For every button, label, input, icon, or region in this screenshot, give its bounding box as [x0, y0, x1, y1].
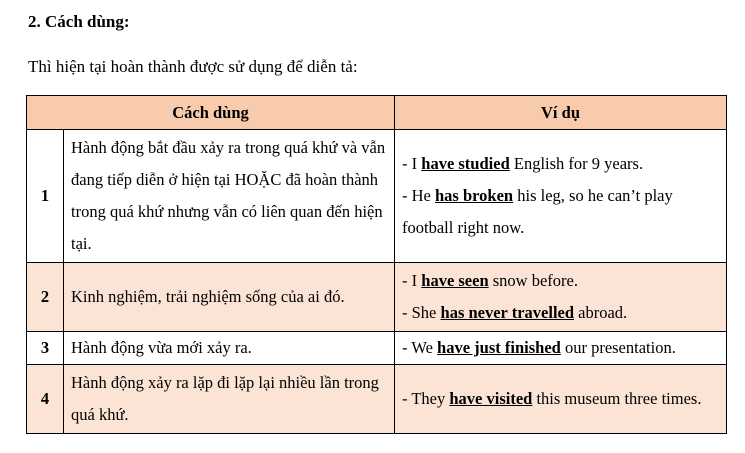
- example-verb: have just finished: [437, 338, 561, 357]
- usage-description: Kinh nghiệm, trải nghiệm sống của ai đó.: [64, 263, 395, 332]
- example-verb: has broken: [435, 186, 514, 205]
- usage-description: Hành động xảy ra lặp đi lặp lại nhiều lần trong quá khứ.: [64, 365, 395, 434]
- header-usage: Cách dùng: [27, 96, 395, 130]
- example-rest: this museum three times.: [532, 389, 702, 408]
- example-line: [402, 148, 720, 180]
- table-row: [27, 332, 727, 365]
- header-example: Ví dụ: [395, 96, 727, 130]
- example-line: [402, 297, 720, 329]
- example-cell: [395, 263, 727, 332]
- example-prefix: - I: [402, 154, 422, 173]
- row-number: 4: [27, 365, 64, 434]
- row-number: 3: [27, 332, 64, 365]
- example-prefix: - I: [402, 271, 422, 290]
- table-header-row: [27, 96, 727, 130]
- example-line: [402, 265, 720, 297]
- example-verb: have seen: [421, 271, 489, 290]
- table-row: [27, 263, 727, 332]
- example-verb: have studied: [421, 154, 510, 173]
- table-row: [27, 130, 727, 263]
- example-line: [402, 335, 720, 361]
- example-verb: have visited: [449, 389, 533, 408]
- example-prefix: - We: [402, 338, 438, 357]
- example-line: [402, 180, 720, 244]
- intro-text: Thì hiện tại hoàn thành được sử dụng để diễn tả:: [28, 57, 358, 76]
- table-row: [27, 365, 727, 434]
- example-prefix: - They: [402, 389, 450, 408]
- example-prefix: - She: [402, 303, 441, 322]
- usage-table: [26, 95, 727, 434]
- usage-description: Hành động bắt đầu xảy ra trong quá khứ và vẫn đang tiếp diễn ở hiện tại HOẶC đã hoàn thành trong quá khứ nhưng vẫn có liên quan đến hiện tại.: [64, 130, 395, 263]
- example-verb: has never travelled: [440, 303, 575, 322]
- example-prefix: - He: [402, 186, 435, 205]
- row-number: 2: [27, 263, 64, 332]
- example-rest: his leg, so he can’t play football right now.: [402, 186, 673, 237]
- row-number: 1: [27, 130, 64, 263]
- example-rest: snow before.: [488, 271, 578, 290]
- example-cell: [395, 365, 727, 434]
- example-line: [402, 383, 720, 415]
- example-rest: our presentation.: [560, 338, 676, 357]
- example-cell: [395, 332, 727, 365]
- example-rest: English for 9 years.: [509, 154, 644, 173]
- usage-description: Hành động vừa mới xảy ra.: [64, 332, 395, 365]
- example-cell: [395, 130, 727, 263]
- example-rest: abroad.: [574, 303, 628, 322]
- section-heading: 2. Cách dùng:: [28, 12, 130, 31]
